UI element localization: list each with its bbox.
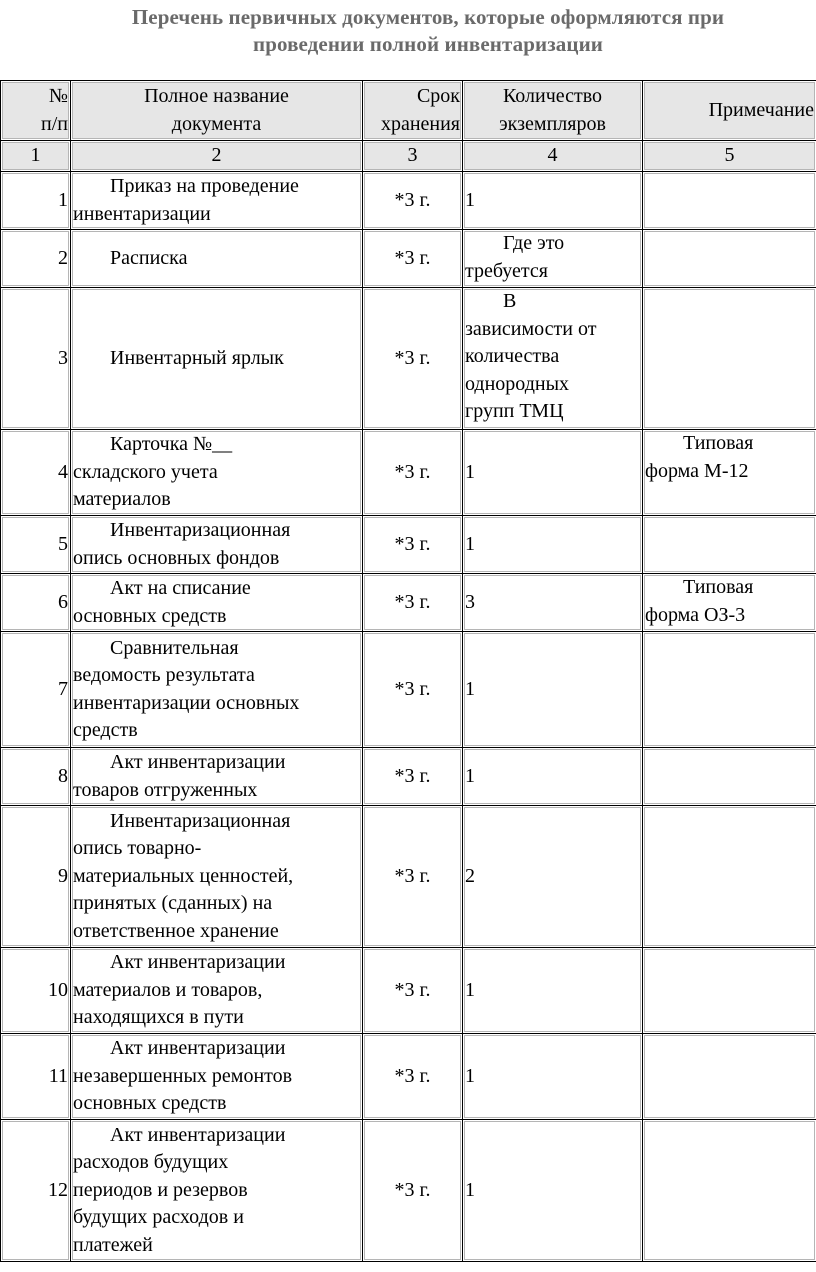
copies-count-line: требуется: [465, 259, 548, 282]
table-row: [1, 288, 816, 430]
document-name-line: принятых (сданных) на: [73, 892, 273, 915]
table-row: [1, 632, 816, 748]
document-name-cell: [71, 948, 363, 1034]
document-name-cell: [71, 172, 363, 230]
copies-count-cell: [463, 230, 643, 288]
document-name-cell: [71, 1120, 363, 1262]
copies-count-line: 1: [465, 188, 475, 211]
document-name-cell: [71, 288, 363, 430]
note-cell: [643, 632, 816, 748]
copies-count-cell: [463, 632, 643, 748]
row-number-cell: 9: [1, 806, 71, 948]
row-number-cell: 2: [1, 230, 71, 288]
document-name-line: Инвентаризационная: [110, 519, 291, 541]
document-name-cell: [71, 430, 363, 516]
table-header-row: [1, 81, 816, 141]
header-term-label: Срок: [416, 85, 460, 107]
storage-term-cell: *3 г.: [363, 632, 463, 748]
document-name-cell: [71, 516, 363, 574]
document-name-line: Акт на списание: [110, 577, 251, 599]
note-cell: [643, 516, 816, 574]
document-name-line: Карточка №__: [110, 433, 233, 456]
header-cell-note: [643, 81, 816, 141]
table-row: [1, 948, 816, 1034]
note-line: Типовая: [683, 576, 754, 598]
row-number-cell: 1: [1, 172, 71, 230]
copies-count-line: 1: [465, 764, 475, 787]
document-name-cell: [71, 230, 363, 288]
copies-count-cell: [463, 172, 643, 230]
column-number: 5: [643, 141, 816, 172]
header-note-label: Примечание: [708, 98, 814, 121]
storage-term-cell: *3 г.: [363, 230, 463, 288]
document-name-line: Акт инвентаризации: [110, 1123, 286, 1146]
copies-count-line: 1: [465, 532, 475, 555]
note-cell: [643, 430, 816, 516]
copies-count-cell: [463, 948, 643, 1034]
column-number: 3: [363, 141, 463, 172]
header-quantity-label: Количество: [502, 85, 603, 107]
document-name-line: Инвентаризационная: [110, 809, 291, 832]
title-line-1: Перечень первичных документов, которые оформляются при: [131, 5, 725, 29]
row-number-cell: 5: [1, 516, 71, 574]
document-name-line: складского учета: [73, 460, 218, 483]
table-row: [1, 806, 816, 948]
header-name-label: Полное название: [144, 85, 289, 107]
storage-term-cell: *3 г.: [363, 948, 463, 1034]
column-number: 4: [463, 141, 643, 172]
document-title: [0, 4, 816, 58]
row-number-cell: 7: [1, 632, 71, 748]
note-cell: [643, 748, 816, 806]
table-row: [1, 1034, 816, 1120]
note-cell: [643, 230, 816, 288]
document-name-cell: [71, 1034, 363, 1120]
document-name-line: расходов будущих: [73, 1151, 229, 1174]
copies-count-cell: [463, 288, 643, 430]
document-name-line: основных средств: [73, 1092, 227, 1115]
document-name-line: Акт инвентаризации: [110, 1037, 286, 1060]
document-name-line: Сравнительная: [110, 636, 239, 659]
header-number-label: №: [48, 85, 68, 107]
column-number: 2: [71, 141, 363, 172]
document-name-line: материалов и товаров,: [73, 978, 263, 1001]
copies-count-cell: [463, 1120, 643, 1262]
row-number-cell: 11: [1, 1034, 71, 1120]
copies-count-cell: [463, 430, 643, 516]
header-cell-number: [1, 81, 71, 141]
document-name-line: материалов: [73, 488, 171, 511]
storage-term-cell: *3 г.: [363, 574, 463, 632]
title-line-2: проведении полной инвентаризации: [253, 32, 603, 56]
note-cell: [643, 574, 816, 632]
note-line: Типовая: [683, 432, 754, 454]
document-name-line: инвентаризации: [73, 202, 211, 225]
header-number-sublabel: п/п: [41, 112, 68, 135]
storage-term-cell: *3 г.: [363, 288, 463, 430]
row-number-cell: 8: [1, 748, 71, 806]
document-name-line: основных средств: [73, 604, 227, 627]
row-number-cell: 3: [1, 288, 71, 430]
document-name-line: платежей: [73, 1233, 153, 1256]
document-name-cell: [71, 748, 363, 806]
copies-count-line: 1: [465, 1064, 475, 1087]
documents-table: [0, 80, 816, 1262]
document-name-line: инвентаризации основных: [73, 691, 300, 714]
document-name-line: Акт инвентаризации: [110, 751, 286, 773]
storage-term-cell: *3 г.: [363, 516, 463, 574]
row-number-cell: 10: [1, 948, 71, 1034]
document-name-line: Приказ на проведение: [110, 175, 299, 197]
header-name-sublabel: документа: [171, 112, 262, 135]
note-line: форма ОЗ-3: [645, 603, 746, 626]
copies-count-line: зависимости от: [465, 317, 597, 340]
note-cell: [643, 806, 816, 948]
copies-count-cell: [463, 516, 643, 574]
header-cell-quantity: [463, 81, 643, 141]
table-row: [1, 172, 816, 230]
document-name-cell: [71, 806, 363, 948]
table-row: [1, 1120, 816, 1262]
note-cell: [643, 172, 816, 230]
copies-count-line: 1: [465, 460, 475, 483]
copies-count-line: 1: [465, 677, 475, 700]
copies-count-cell: [463, 806, 643, 948]
storage-term-cell: *3 г.: [363, 430, 463, 516]
header-cell-term: [363, 81, 463, 141]
header-term-sublabel: хранения: [380, 112, 460, 135]
document-name-line: Расписка: [110, 246, 188, 269]
document-name-line: товаров отгруженных: [73, 778, 258, 801]
copies-count-line: однородных: [465, 372, 570, 395]
row-number-cell: 4: [1, 430, 71, 516]
column-number-row: [1, 141, 816, 172]
document-name-line: материальных ценностей,: [73, 864, 294, 887]
copies-count-line: групп ТМЦ: [465, 400, 564, 422]
storage-term-cell: *3 г.: [363, 1120, 463, 1262]
copies-count-line: 2: [465, 864, 475, 887]
document-name-line: находящихся в пути: [73, 1006, 244, 1029]
copies-count-line: 1: [465, 978, 475, 1001]
document-name-line: опись основных фондов: [73, 546, 280, 569]
row-number-cell: 6: [1, 574, 71, 632]
document-name-cell: [71, 574, 363, 632]
copies-count-cell: [463, 748, 643, 806]
storage-term-cell: *3 г.: [363, 1034, 463, 1120]
note-cell: [643, 1034, 816, 1120]
document-name-line: ответственное хранение: [73, 919, 279, 942]
note-cell: [643, 288, 816, 430]
copies-count-line: количества: [465, 345, 560, 367]
note-line: форма М-12: [645, 459, 749, 482]
row-number-cell: 12: [1, 1120, 71, 1262]
table-row: [1, 430, 816, 516]
copies-count-cell: [463, 1034, 643, 1120]
table-row: [1, 574, 816, 632]
document-name-cell: [71, 632, 363, 748]
document-name-line: периодов и резервов: [73, 1178, 248, 1201]
note-cell: [643, 1120, 816, 1262]
document-name-line: Акт инвентаризации: [110, 951, 286, 974]
storage-term-cell: *3 г.: [363, 748, 463, 806]
copies-count-line: Где это: [503, 232, 565, 254]
storage-term-cell: *3 г.: [363, 806, 463, 948]
copies-count-line: 3: [465, 590, 475, 613]
header-cell-name: [71, 81, 363, 141]
document-name-line: будущих расходов и: [73, 1206, 244, 1229]
copies-count-line: 1: [465, 1178, 475, 1201]
document-name-line: ведомость результата: [73, 664, 255, 686]
copies-count-cell: [463, 574, 643, 632]
copies-count-line: В: [503, 290, 517, 312]
table-row: [1, 516, 816, 574]
note-cell: [643, 948, 816, 1034]
table-row: [1, 748, 816, 806]
document-name-line: незавершенных ремонтов: [73, 1064, 293, 1087]
document-name-line: средств: [73, 719, 138, 741]
header-quantity-sublabel: экземпляров: [499, 112, 606, 135]
table-row: [1, 230, 816, 288]
document-name-line: опись товарно-: [73, 837, 202, 860]
document-name-line: Инвентарный ярлык: [110, 346, 284, 369]
storage-term-cell: *3 г.: [363, 172, 463, 230]
column-number: 1: [1, 141, 71, 172]
